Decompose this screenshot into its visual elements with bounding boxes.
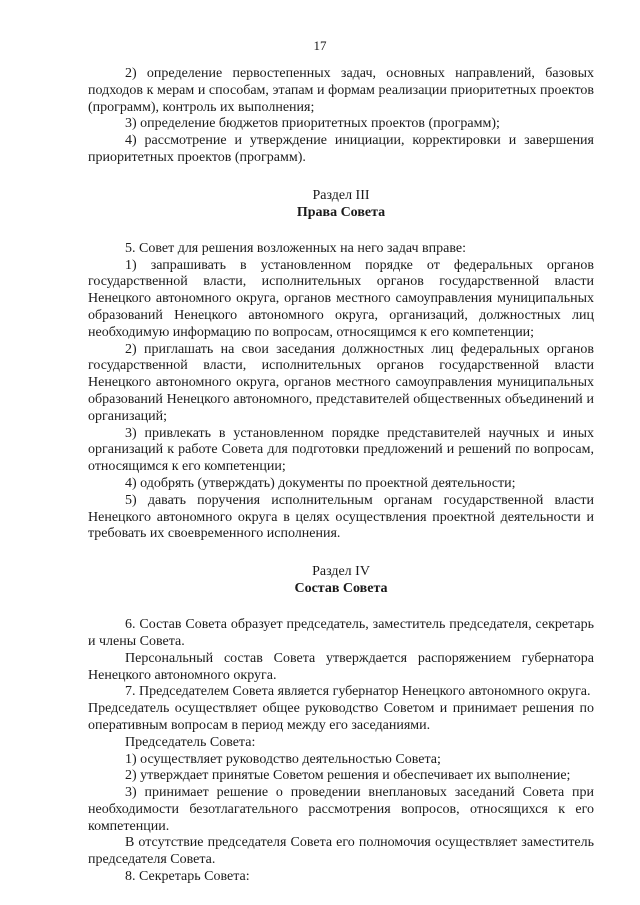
page-number: 17 <box>313 38 327 53</box>
section-3-number: Раздел III <box>312 187 370 203</box>
paragraph-8: 8. Секретарь Совета: <box>125 869 250 885</box>
paragraph-5-item-3: 3) привлекать в установленном порядке представителей научных и иных организаций к работе Совета для подготовки предложений и решений по вопросам, относящимся к его компетенции; <box>88 425 594 475</box>
paragraph-chair-heading: Председатель Совета: <box>125 734 256 750</box>
paragraph-5: 5. Совет для решения возложенных на него задач вправе: <box>125 240 466 256</box>
section-3-title: Права Совета <box>296 204 386 220</box>
paragraph-chair-item-3: 3) принимает решение о проведении внеплановых заседаний Совета при необходимости безотлагательного рассмотрения вопросов, относящихся к его компетенции. <box>88 785 594 834</box>
paragraph-item-2: 2) определение первостепенных задач, основных направлений, базовых подходов к мерам и способам, этапам и формам реализации приоритетных проектов (программ), контроль их выполнения; <box>88 66 594 115</box>
paragraph-item-3: 3) определение бюджетов приоритетных проектов (программ); <box>125 116 500 132</box>
paragraph-deputy: В отсутствие председателя Совета его полномочия осуществляет заместитель председателя Совета. <box>88 835 594 868</box>
paragraph-5-item-1: 1) запрашивать в установленном порядке от федеральных органов государственной власти, исполнительных органов государственной власти Ненецкого автономного округа, органов местного самоуправления муниципальных образований Ненецкого автономного округа, организаций, должностных лиц необходимую информацию по вопросам, относящимся к его компетенции; <box>88 257 594 340</box>
paragraph-5-item-4: 4) одобрять (утверждать) документы по проектной деятельности; <box>125 475 516 491</box>
document-body <box>88 66 594 886</box>
paragraph-item-4: 4) рассмотрение и утверждение инициации, корректировки и завершения приоритетных проектов (программ). <box>88 133 594 165</box>
paragraph-6: 6. Состав Совета образует председатель, заместитель председателя, секретарь и члены Совета. <box>88 617 594 649</box>
paragraph-chair-item-1: 1) осуществляет руководство деятельностью Совета; <box>125 751 441 767</box>
section-4-title: Состав Совета <box>294 581 388 597</box>
paragraph-7: 7. Председателем Совета является губернатор Ненецкого автономного округа. <box>125 684 591 700</box>
paragraph-7-chair-duties: Председатель осуществляет общее руководство Советом и принимает решения по оперативным вопросам в период между его заседаниями. <box>88 701 594 733</box>
section-4-number: Раздел IV <box>312 564 370 580</box>
paragraph-5-item-2: 2) приглашать на свои заседания должностных лиц федеральных органов государственной власти, исполнительных органов государственной власти Ненецкого автономного округа, органов местного самоуправления муниципальных образований Ненецкого автономного, представителей общественных объединений и организаций; <box>88 341 594 424</box>
paragraph-chair-item-2: 2) утверждает принятые Советом решения и обеспечивает их выполнение; <box>125 768 571 784</box>
paragraph-5-item-5: 5) давать поручения исполнительным органам государственной власти Ненецкого автономного округа в целях осуществления проектной деятельности и требовать их своевременного исполнения. <box>88 492 594 542</box>
paragraph-6-personal: Персональный состав Совета утверждается распоряжением губернатора Ненецкого автономного округа. <box>88 650 594 683</box>
